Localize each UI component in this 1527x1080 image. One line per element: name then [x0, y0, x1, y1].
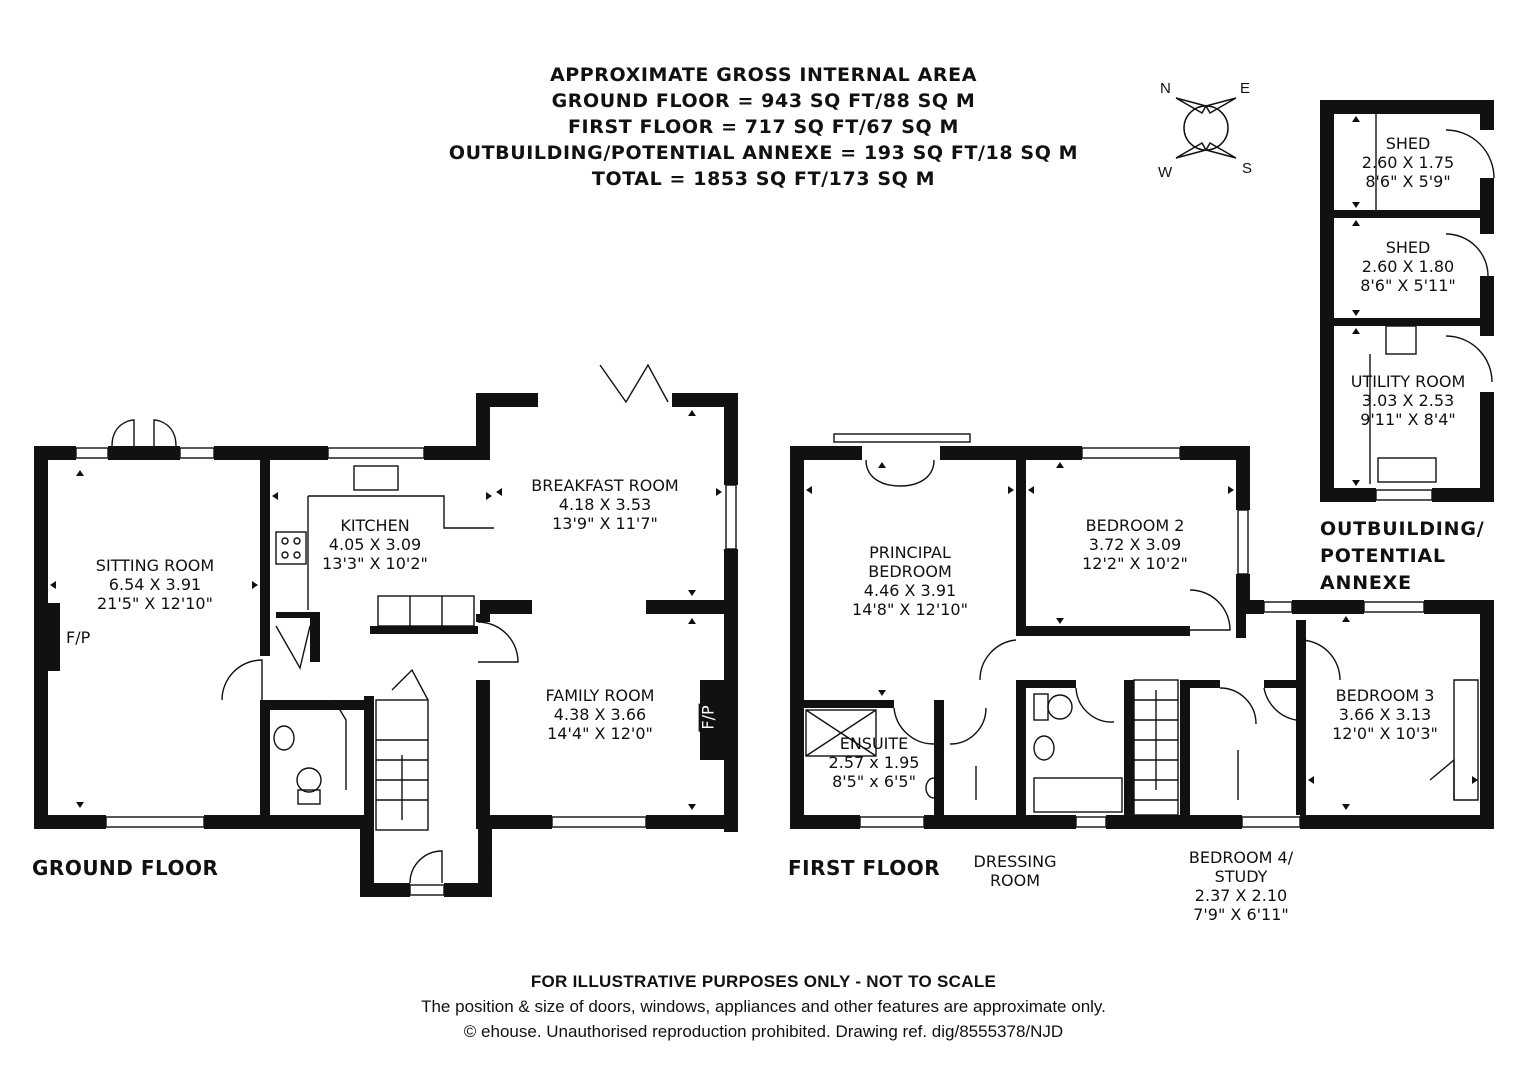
room-imperial: 8'5" x 6'5"	[832, 772, 916, 791]
room-name: KITCHEN	[340, 516, 410, 535]
room-name-2: STUDY	[1214, 867, 1268, 886]
area-ground-floor: GROUND FLOOR = 943 SQ FT/88 SQ M	[551, 90, 976, 112]
room-name: ENSUITE	[839, 734, 909, 753]
room-imperial: 7'9" X 6'11"	[1193, 905, 1289, 924]
room-name: BREAKFAST ROOM	[531, 476, 679, 495]
disclaimer	[0, 972, 1527, 1042]
compass-rose	[1176, 98, 1236, 158]
room-name-2: BEDROOM	[868, 562, 952, 581]
room-name-1: DRESSING	[973, 852, 1057, 871]
fixtures	[76, 114, 1494, 895]
room-bedroom-3	[1310, 686, 1460, 743]
outbuilding-label-line1: OUTBUILDING/	[1320, 518, 1485, 540]
first-floor-label: FIRST FLOOR	[788, 856, 941, 880]
area-total: TOTAL = 1853 SQ FT/173 SQ M	[591, 168, 936, 190]
room-utility	[1334, 372, 1482, 429]
room-name: BEDROOM 3	[1335, 686, 1435, 705]
room-bedroom-2	[1050, 516, 1220, 573]
room-metric: 3.03 X 2.53	[1361, 391, 1455, 410]
room-imperial: 9'11" X 8'4"	[1360, 410, 1456, 429]
room-imperial: 14'4" X 12'0"	[547, 724, 653, 743]
room-name: SHED	[1385, 134, 1431, 153]
room-name-2: ROOM	[989, 871, 1041, 890]
room-shed-2	[1336, 238, 1480, 295]
room-family	[515, 686, 685, 743]
room-metric: 6.54 X 3.91	[108, 575, 202, 594]
room-metric: 4.46 X 3.91	[863, 581, 957, 600]
room-name: UTILITY ROOM	[1350, 372, 1466, 391]
room-metric: 3.72 X 3.09	[1088, 535, 1182, 554]
room-name: FAMILY ROOM	[545, 686, 655, 705]
room-imperial: 13'9" X 11'7"	[552, 514, 658, 533]
area-title: APPROXIMATE GROSS INTERNAL AREA	[549, 64, 978, 86]
room-name-1: BEDROOM 4/	[1188, 848, 1294, 867]
compass-s: S	[1242, 160, 1253, 177]
compass-e: E	[1240, 80, 1251, 97]
disclaimer-title: FOR ILLUSTRATIVE PURPOSES ONLY - NOT TO SCALE	[530, 972, 997, 991]
room-metric: 4.38 X 3.66	[553, 705, 647, 724]
disclaimer-text: The position & size of doors, windows, appliances and other features are approximate only.	[421, 997, 1106, 1016]
compass-w: W	[1158, 164, 1173, 181]
area-first-floor: FIRST FLOOR = 717 SQ FT/67 SQ M	[567, 116, 960, 138]
outbuilding-label-line2: POTENTIAL	[1320, 545, 1446, 567]
room-name: SHED	[1385, 238, 1431, 257]
room-shed-1	[1336, 134, 1480, 191]
room-imperial: 8'6" X 5'9"	[1365, 172, 1451, 191]
room-imperial: 21'5" X 12'10"	[97, 594, 213, 613]
room-metric: 2.37 X 2.10	[1194, 886, 1288, 905]
room-dressing	[955, 852, 1075, 890]
room-metric: 2.60 X 1.80	[1361, 257, 1455, 276]
room-name-1: PRINCIPAL	[869, 543, 951, 562]
room-imperial: 8'6" X 5'11"	[1360, 276, 1456, 295]
area-outbuilding: OUTBUILDING/POTENTIAL ANNEXE = 193 SQ FT/18 SQ M	[448, 142, 1079, 164]
room-metric: 4.18 X 3.53	[558, 495, 652, 514]
outbuilding-label-line3: ANNEXE	[1320, 572, 1412, 594]
room-imperial: 12'2" X 10'2"	[1082, 554, 1188, 573]
room-metric: 2.60 X 1.75	[1361, 153, 1455, 172]
room-bedroom-4	[1170, 848, 1312, 924]
walls	[34, 100, 1494, 897]
room-imperial: 14'8" X 12'10"	[852, 600, 968, 619]
room-imperial: 12'0" X 10'3"	[1332, 724, 1438, 743]
room-name: BEDROOM 2	[1085, 516, 1185, 535]
room-principal-bedroom	[820, 543, 1000, 619]
outbuilding-label	[1320, 516, 1485, 597]
fireplace-label-sitting: F/P	[66, 628, 91, 647]
room-metric: 3.66 X 3.13	[1338, 705, 1432, 724]
room-sitting	[60, 556, 250, 613]
copyright-text: © ehouse. Unauthorised reproduction prohibited. Drawing ref. dig/8555378/NJD	[463, 1022, 1064, 1041]
room-metric: 4.05 X 3.09	[328, 535, 422, 554]
room-breakfast	[505, 476, 705, 533]
ground-floor-label: GROUND FLOOR	[32, 856, 219, 880]
room-ensuite	[808, 734, 940, 791]
compass-n: N	[1160, 80, 1171, 97]
room-kitchen	[300, 516, 450, 573]
fireplace-label-family: F/P	[698, 705, 718, 730]
room-imperial: 13'3" X 10'2"	[322, 554, 428, 573]
room-name: SITTING ROOM	[95, 556, 215, 575]
room-metric: 2.57 x 1.95	[828, 753, 920, 772]
